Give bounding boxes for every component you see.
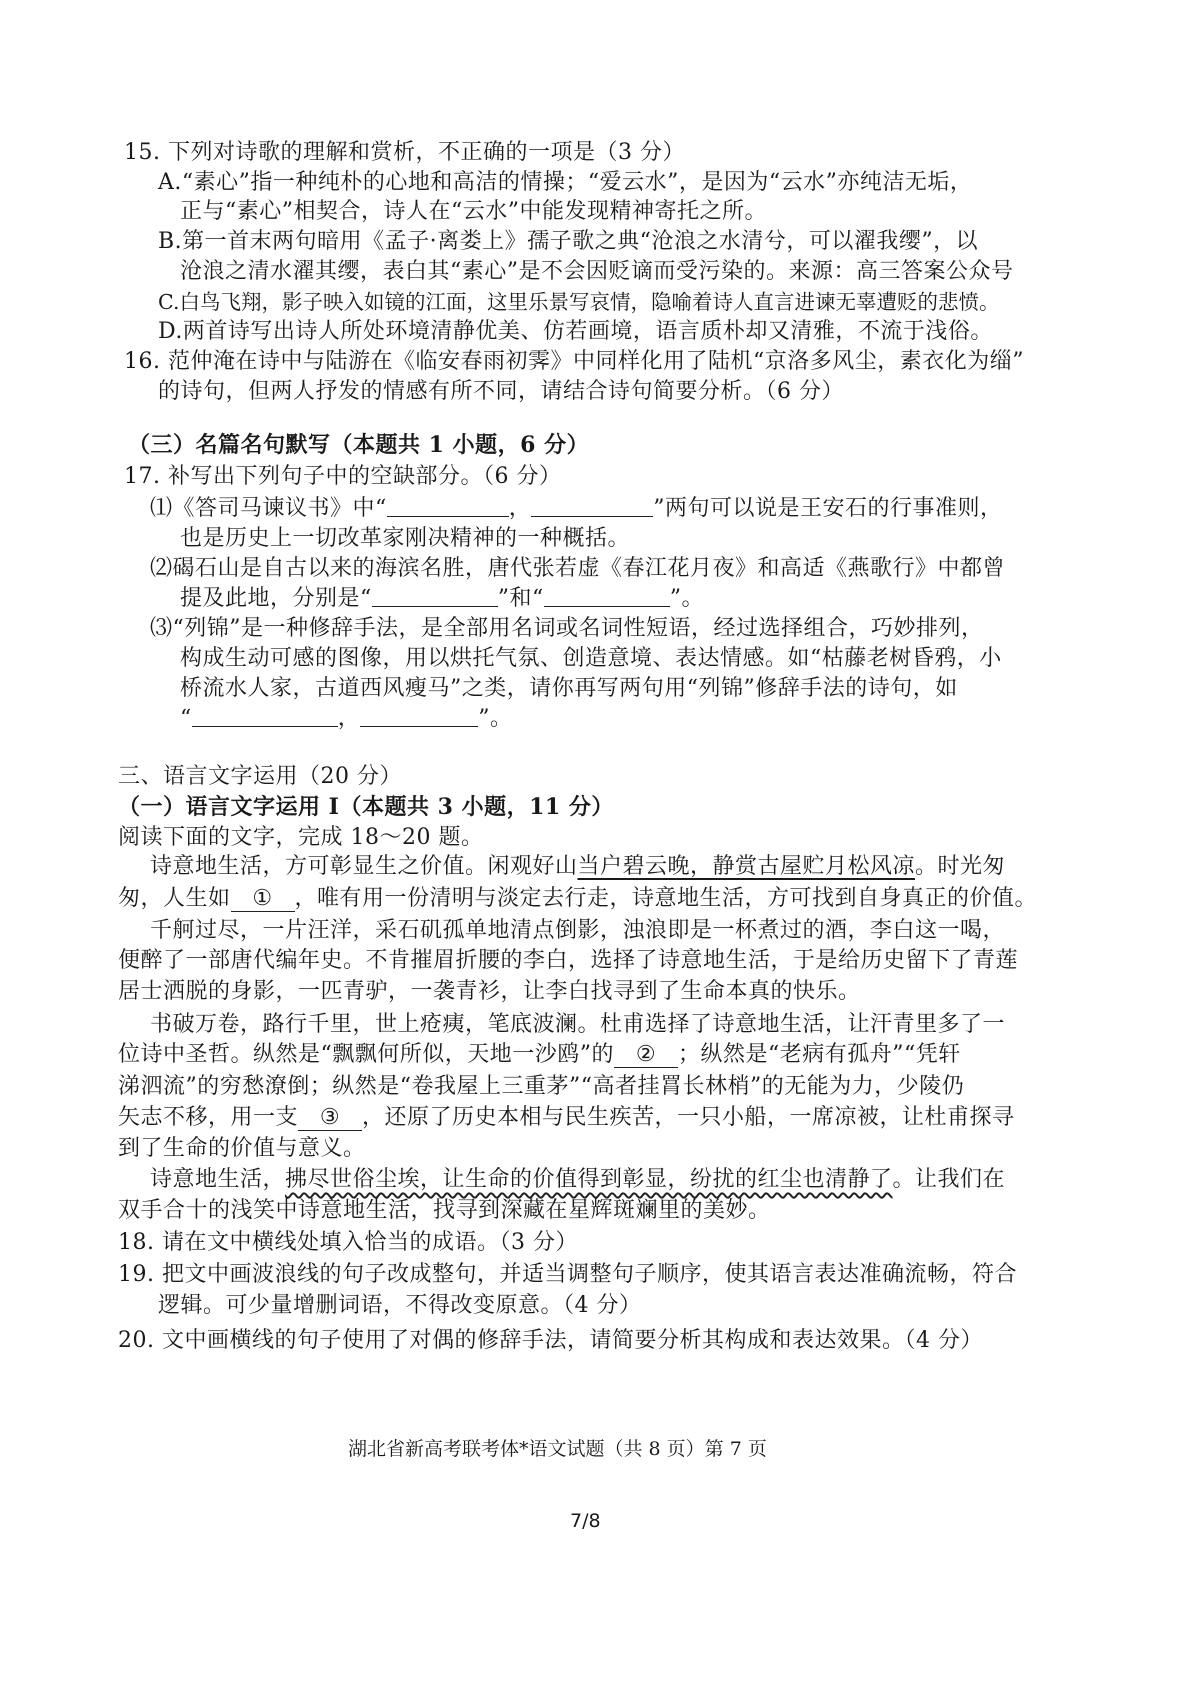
q17-p1-prefix: ⑴《答司马谏议书》中“ <box>150 496 387 521</box>
passage-line-9 <box>118 1103 1015 1133</box>
passage-line-3: 千舸过尽，一片汪洋，采石矶孤单地清点倒影，浊浪即是一杯煮过的酒，李白这一喝， <box>150 918 1006 943</box>
q17-blank-5[interactable] <box>192 704 338 727</box>
q17-part3-line4 <box>180 704 513 734</box>
q15-option-c: C.白鸟飞翔，影子映入如镜的江面，这里乐景写哀情，隐喻着诗人直言进谏无辜遭贬的悲愤。 <box>158 290 1000 314</box>
q17-part3-line2: 构成生动可感的图像，用以烘托气氛、创造意境、表达情感。如“枯藤老树昏鸦，小 <box>180 646 1002 671</box>
q17-p2-prefix: 提及此地，分别是“ <box>180 586 372 611</box>
q17-part3-line1: ⑶“列锦”是一种修辞手法，是全部用名词或名词性短语，经过选择组合，巧妙排列， <box>150 616 984 641</box>
q19-line2: 逻辑。可少量增删词语，不得改变原意。（4 分） <box>158 1293 642 1318</box>
q15-stem: 15. 下列对诗歌的理解和赏析，不正确的一项是（3 分） <box>124 140 685 165</box>
passage-text: 。让我们在 <box>892 1167 1006 1192</box>
passage-text: 。时光匆 <box>915 854 1006 879</box>
part-3-subheading: （一）语言文字运用 I（本题共 3 小题，11 分） <box>118 794 614 820</box>
passage-line-8: 涕泗流”的穷愁潦倒；纵然是“卷我屋上三重茅”“高者挂罥长林梢”的无能为力，少陵仍 <box>118 1074 965 1099</box>
q17-p2-and: ”和“ <box>497 586 544 611</box>
q17-p2-end: ”。 <box>669 586 704 611</box>
passage-text: ；纵然是“老病有孤舟”“凭轩 <box>678 1042 961 1067</box>
wavy-underlined-sentence: 拂尽世俗尘埃，让生命的价值得到彰显，纷扰的红尘也清静了 <box>285 1167 893 1192</box>
q15-option-b-line2: 沧浪之清水濯其缨，表白其“素心”是不会因贬谪而受污染的。来源：高三答案公众号 <box>180 259 1014 284</box>
section-3-heading: （三）名篇名句默写（本题共 1 小题，6 分） <box>128 432 590 458</box>
passage-text: 位诗中圣哲。纵然是“飘飘何所似，天地一沙鸥”的 <box>118 1042 614 1067</box>
reading-instruction: 阅读下面的文字，完成 18～20 题。 <box>118 825 484 850</box>
q17-blank-3[interactable] <box>372 584 498 607</box>
page-footer: 湖北省新高考联考体*语文试题（共 8 页）第 7 页 <box>348 1438 767 1460</box>
passage-line-6: 书破万卷，路行千里，世上疮痍，笔底波澜。杜甫选择了诗意地生活，让汗青里多了一 <box>150 1012 1006 1037</box>
part-3-title: 三、语言文字运用（20 分） <box>118 764 402 789</box>
q17-part3-line3: 桥流水人家，古道西风瘦马”之类，请你再写两句用“列锦”修辞手法的诗句，如 <box>180 676 958 701</box>
q17-p3-comma: ， <box>337 706 361 731</box>
passage-text: ，唯有用一份清明与淡定去行走，诗意地生活，方可找到自身真正的价值。 <box>294 886 1038 911</box>
q17-part2-line1: ⑵碣石山是自古以来的海滨名胜，唐代张若虚《春江花月夜》和高适《燕歌行》中都曾 <box>150 556 1006 581</box>
q17-part2-line2 <box>180 584 704 614</box>
q16-line1: 16. 范仲淹在诗中与陆游在《临安春雨初霁》中同样化用了陆机“京洛多风尘，素衣化为缁” <box>124 349 1024 374</box>
q15-option-d: D.两首诗写出诗人所处环境清静优美、仿若画境，语言质朴却又清雅，不流于浅俗。 <box>158 319 993 344</box>
q16-line2: 的诗句，但两人抒发的情感有所不同，请结合诗句简要分析。（6 分） <box>158 379 844 404</box>
passage-line-11 <box>150 1165 1005 1195</box>
passage-line-4: 便醉了一部唐代编年史。不肯摧眉折腰的李白，选择了诗意地生活，于是给历史留下了青莲 <box>118 948 1019 973</box>
q17-part1-line1 <box>150 494 1003 524</box>
passage-line-5: 居士洒脱的身影，一匹青驴，一袭青衫，让李白找寻到了生命本真的快乐。 <box>118 979 861 1004</box>
q18: 18. 请在文中横线处填入恰当的成语。（3 分） <box>118 1230 578 1255</box>
q17-p1-suffix: ”两句可以说是王安石的行事准则， <box>653 496 1003 521</box>
q17-blank-2[interactable] <box>531 494 653 517</box>
page-number: 7/8 <box>570 1510 601 1532</box>
passage-line-7 <box>118 1040 961 1070</box>
q17-blank-1[interactable] <box>387 494 509 517</box>
passage-text: 诗意地生活，方可彰显生之价值。闲观好山 <box>150 854 578 879</box>
underlined-couplet: 当户碧云晚，静赏古屋贮月松风凉 <box>577 854 916 879</box>
passage-line-12: 双手合十的浅笑中诗意地生活，找寻到深藏在星辉斑斓里的美妙。 <box>118 1198 771 1223</box>
idiom-blank-2[interactable]: ② <box>614 1043 678 1068</box>
passage-line-10: 到了生命的价值与意义。 <box>118 1136 366 1161</box>
q19-line1: 19. 把文中画波浪线的句子改成整句，并适当调整句子顺序，使其语言表达准确流畅，符合 <box>118 1262 1017 1287</box>
q17-p3-end: ”。 <box>478 706 513 731</box>
idiom-blank-1[interactable]: ① <box>231 887 295 912</box>
passage-line-1 <box>150 852 1005 882</box>
q17-blank-4[interactable] <box>544 584 670 607</box>
passage-text: 诗意地生活， <box>150 1167 286 1192</box>
passage-line-2 <box>118 884 1037 914</box>
passage-text: 匆，人生如 <box>118 886 231 911</box>
passage-text: ，还原了历史本相与民生疾苦，一只小船，一席凉被，让杜甫探寻 <box>362 1105 1015 1130</box>
q15-option-a-line1: A.“素心”指一种纯朴的心地和高洁的情操；“爱云水”，是因为“云水”亦纯洁无垢， <box>158 170 973 195</box>
q15-option-b-line1: B.第一首末两句暗用《孟子·离娄上》孺子歌之典“沧浪之水清兮，可以濯我缨”，以 <box>158 229 979 254</box>
q17-part1-line2: 也是历史上一切改革家刚决精神的一种概括。 <box>180 526 631 551</box>
passage-text: 矢志不移，用一支 <box>118 1105 299 1130</box>
idiom-blank-3[interactable]: ③ <box>298 1106 362 1131</box>
q17-p3-open: “ <box>180 706 192 731</box>
q20: 20. 文中画横线的句子使用了对偶的修辞手法，请简要分析其构成和表达效果。（4 分） <box>118 1328 983 1353</box>
q15-option-a-line2: 正与“素心”相契合，诗人在“云水”中能发现精神寄托之所。 <box>180 199 767 224</box>
q17-p1-comma: ， <box>508 496 532 521</box>
q17-stem: 17. 补写出下列句子中的空缺部分。（6 分） <box>124 464 562 489</box>
q17-blank-6[interactable] <box>360 704 478 727</box>
